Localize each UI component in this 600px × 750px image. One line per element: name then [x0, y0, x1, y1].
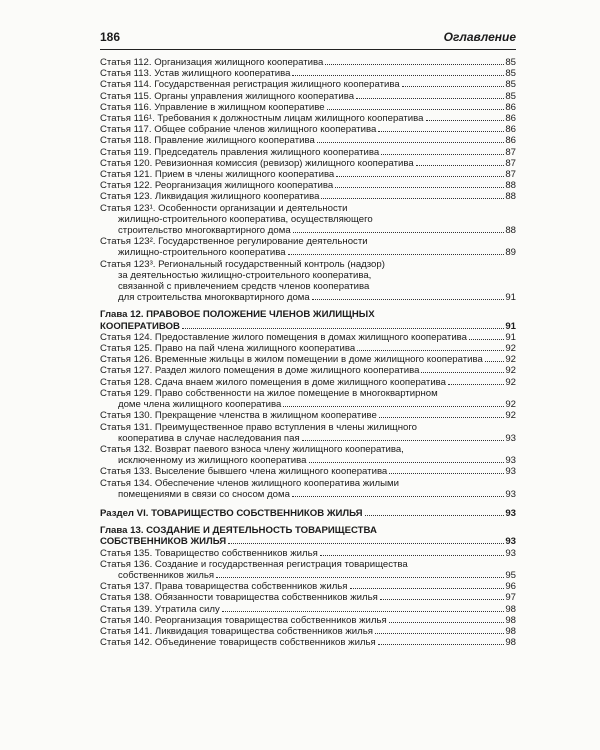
toc-entry-line [100, 399, 516, 410]
dot-leader [309, 462, 505, 463]
toc-page-number: 88 [505, 180, 516, 192]
toc-entry [100, 158, 516, 169]
toc-entry-title: помещениями в связи со сносом дома [118, 488, 290, 500]
toc-entry-title: Статья 118. Правление жилищного кооператива [100, 135, 315, 147]
toc-entry [100, 332, 516, 343]
toc-page-number: 91 [505, 320, 516, 332]
dot-leader [312, 299, 505, 300]
toc-entry [100, 354, 516, 365]
toc-entry-line: Статья 132. Возврат паевого взноса члену жилищного кооператива, [100, 443, 404, 455]
dot-leader [357, 350, 504, 351]
toc-page-number: 92 [505, 399, 516, 411]
toc-entry-line [100, 68, 516, 79]
toc-page-number: 98 [505, 614, 516, 626]
toc-entry-line [100, 615, 516, 626]
toc-entry-title: Статья 133. Выселение бывшего члена жилищного кооператива [100, 466, 388, 478]
toc-page-number: 92 [505, 376, 516, 388]
toc-page-number: 88 [505, 191, 516, 203]
toc-entry-title: доме члена жилищного кооператива [118, 399, 282, 411]
toc-entry [100, 478, 516, 500]
toc-page-number: 93 [505, 507, 516, 519]
toc-entry [100, 548, 516, 559]
dot-leader [485, 361, 504, 362]
toc-entry-title: Статья 135. Товарищество собственников жилья [100, 547, 318, 559]
toc-entry-line [100, 332, 516, 343]
toc-entry-line [100, 169, 516, 180]
toc-entry-line: Статья 136. Создание и государственная регистрация товарищества [100, 558, 408, 570]
toc-entry-line [100, 191, 516, 202]
toc-page-number: 92 [505, 354, 516, 366]
toc-entry-title: строительство многоквартирного дома [118, 225, 291, 237]
toc-entry-title: Статья 121. Прием в члены жилищного кооператива [100, 169, 335, 181]
toc-entry-title: Статья 119. Председатель правления жилищного кооператива [100, 146, 380, 158]
toc-entry-line [100, 637, 516, 648]
toc-entry [100, 388, 516, 410]
toc-entry-title: Статья 116¹. Требования к должностным лицам жилищного кооператива [100, 113, 424, 125]
toc-page-number: 85 [505, 57, 516, 68]
toc-page-number: 91 [505, 292, 516, 304]
dot-leader [292, 496, 504, 497]
toc-entry-line [100, 225, 516, 236]
dot-leader [448, 384, 504, 385]
toc-entry [100, 180, 516, 191]
toc-entry-title: Статья 142. Объединение товариществ собственников жилья [100, 637, 376, 649]
toc-entry-line: за деятельностью жилищно-строительного кооператива, [118, 269, 372, 281]
toc-page-number: 87 [505, 146, 516, 158]
dot-leader [379, 417, 504, 418]
toc-entry-line [100, 365, 516, 376]
dot-leader [336, 176, 504, 177]
toc-entry-title: Статья 130. Прекращение членства в жилищном кооперативе [100, 410, 377, 422]
toc-entry-line [100, 626, 516, 637]
toc-entry [100, 236, 516, 258]
toc-entry [100, 343, 516, 354]
toc-entry [100, 592, 516, 603]
toc-entry-line [100, 135, 516, 146]
toc-entry-line [100, 536, 516, 547]
toc-entry [100, 147, 516, 158]
toc-page-number: 97 [505, 592, 516, 604]
toc-entry-line: Глава 12. ПРАВОВОЕ ПОЛОЖЕНИЕ ЧЛЕНОВ ЖИЛИЩНЫХ [100, 309, 375, 321]
toc-entry-line [100, 321, 516, 332]
toc-entry [100, 68, 516, 79]
toc-entry [100, 79, 516, 90]
toc-entry-line: Статья 131. Преимущественное право вступления в члены жилищного [100, 421, 417, 433]
toc-entry-title: Статья 112. Организация жилищного кооператива [100, 57, 324, 68]
toc-entry-line [100, 433, 516, 444]
toc-entry-line [100, 247, 516, 258]
toc-entry [100, 559, 516, 581]
toc-page-number: 92 [505, 365, 516, 377]
toc-entry-title: исключенному из жилищного кооператива [118, 455, 307, 467]
toc-entry-title: Статья 141. Ликвидация товарищества собственников жилья [100, 625, 373, 637]
dot-leader [317, 142, 504, 143]
toc-entry-line [100, 147, 516, 158]
toc-entry-line [100, 292, 516, 303]
toc-page-number: 98 [505, 637, 516, 649]
toc-entry [100, 637, 516, 648]
toc-page-number: 95 [505, 569, 516, 581]
dot-leader [378, 131, 504, 132]
toc-entry [100, 203, 516, 237]
toc-page-number: 88 [505, 225, 516, 237]
toc-entry-title: КООПЕРАТИВОВ [100, 320, 180, 332]
toc-entry [100, 57, 516, 68]
toc-page-number: 85 [505, 79, 516, 91]
dot-leader [228, 543, 504, 544]
toc-page-number: 92 [505, 343, 516, 355]
table-of-contents [100, 57, 516, 648]
dot-leader [375, 633, 504, 634]
toc-entry-title: Статья 117. Общее собрание членов жилищного кооператива [100, 124, 377, 136]
toc-entry-line [100, 343, 516, 354]
dot-leader [292, 75, 504, 76]
page-header [100, 30, 516, 48]
dot-leader [350, 588, 505, 589]
toc-entry-title: Статья 127. Раздел жилого помещения в доме жилищного кооператива [100, 365, 420, 377]
dot-leader [321, 198, 504, 199]
dot-leader [378, 644, 505, 645]
dot-leader [325, 64, 504, 65]
toc-page-number: 86 [505, 135, 516, 147]
toc-page-number: 93 [505, 536, 516, 548]
toc-entry-line [100, 102, 516, 113]
chapter-entry [100, 525, 516, 547]
toc-entry [100, 135, 516, 146]
toc-entry-line [100, 79, 516, 90]
toc-entry [100, 191, 516, 202]
toc-entry-line: жилищно-строительного кооператива, осуществляющего [118, 213, 373, 225]
toc-page-number: 85 [505, 90, 516, 102]
section-entry [100, 508, 516, 519]
toc-page-number: 93 [505, 466, 516, 478]
dot-leader [402, 86, 505, 87]
dot-leader [426, 120, 505, 121]
toc-entry [100, 422, 516, 444]
dot-leader [416, 165, 505, 166]
toc-entry-line [100, 354, 516, 365]
toc-entry [100, 466, 516, 477]
toc-entry-line [100, 604, 516, 615]
toc-entry-title: Статья 120. Ревизионная комиссия (ревизор) жилищного кооператива [100, 157, 414, 169]
toc-entry-line: связанной с привлечением средств членов кооператива [118, 281, 370, 293]
toc-page-number: 93 [505, 432, 516, 444]
toc-entry-title: Статья 125. Право на пай члена жилищного кооператива [100, 343, 356, 355]
toc-entry-line [100, 57, 516, 68]
dot-leader [381, 154, 504, 155]
toc-entry-title: жилищно-строительного кооператива [118, 247, 286, 259]
toc-entry-title: Статья 138. Обязанности товарищества собственников жилья [100, 592, 378, 604]
toc-entry-title: Статья 113. Устав жилищного кооператива [100, 68, 291, 80]
toc-entry-line [100, 377, 516, 388]
dot-leader [421, 372, 504, 373]
dot-leader [182, 328, 504, 329]
toc-page-number: 98 [505, 603, 516, 615]
toc-entry-line [100, 592, 516, 603]
toc-page-number: 86 [505, 113, 516, 125]
toc-page-number: 86 [505, 101, 516, 113]
toc-entry-line [100, 548, 516, 559]
toc-entry-line [100, 570, 516, 581]
toc-entry [100, 410, 516, 421]
toc-entry-title: СОБСТВЕННИКОВ ЖИЛЬЯ [100, 536, 227, 548]
toc-entry [100, 113, 516, 124]
toc-entry [100, 124, 516, 135]
toc-entry-line: Глава 13. СОЗДАНИЕ И ДЕЯТЕЛЬНОСТЬ ТОВАРИЩЕСТВА [100, 525, 377, 537]
toc-entry-title: собственников жилья [118, 569, 215, 581]
toc-page-number: 93 [505, 547, 516, 559]
dot-leader [293, 232, 505, 233]
toc-entry-line [100, 581, 516, 592]
dot-leader [469, 339, 504, 340]
toc-page-number: 91 [505, 331, 516, 343]
toc-entry-title: Статья 122. Реорганизация жилищного кооператива [100, 180, 334, 192]
toc-entry-line [100, 455, 516, 466]
dot-leader [320, 555, 505, 556]
toc-entry-title: кооператива в случае наследования пая [118, 432, 300, 444]
toc-entry-line [100, 489, 516, 500]
toc-entry-line [100, 124, 516, 135]
dot-leader [327, 109, 505, 110]
toc-entry [100, 444, 516, 466]
toc-entry-line: Статья 123². Государственное регулирование деятельности [100, 236, 368, 248]
toc-entry-line [100, 410, 516, 421]
toc-entry-title: для строительства многоквартирного дома [118, 292, 310, 304]
toc-entry-line [100, 180, 516, 191]
header-rule [100, 49, 516, 50]
toc-entry [100, 91, 516, 102]
toc-entry-title: Статья 140. Реорганизация товарищества собственников жилья [100, 614, 387, 626]
toc-page-number: 86 [505, 124, 516, 136]
dot-leader [222, 611, 505, 612]
toc-entry [100, 581, 516, 592]
toc-page-number: 85 [505, 68, 516, 80]
toc-entry-line: Статья 123³. Региональный государственный контроль (надзор) [100, 258, 385, 270]
toc-entry-line [100, 466, 516, 477]
toc-entry [100, 102, 516, 113]
toc-entry-line: Статья 123¹. Особенности организации и деятельности [100, 202, 348, 214]
toc-page-number: 89 [505, 247, 516, 259]
toc-entry-line [100, 91, 516, 102]
toc-entry-line [100, 158, 516, 169]
toc-page-number: 98 [505, 625, 516, 637]
dot-leader [302, 440, 505, 441]
dot-leader [380, 599, 505, 600]
toc-entry-title: Статья 139. Утратила силу [100, 603, 220, 615]
toc-page-number: 93 [505, 488, 516, 500]
toc-entry-title: Статья 126. Временные жильцы в жилом помещении в доме жилищного кооператива [100, 354, 483, 366]
toc-entry-line [100, 508, 516, 519]
toc-page-number: 93 [505, 455, 516, 467]
dot-leader [283, 406, 504, 407]
toc-entry-line [100, 113, 516, 124]
page-number: 186 [100, 30, 121, 44]
toc-page-number: 87 [505, 169, 516, 181]
toc-entry-line: Статья 134. Обеспечение членов жилищного кооператива жилыми [100, 477, 399, 489]
toc-entry-title: Статья 115. Органы управления жилищного кооператива [100, 90, 355, 102]
dot-leader [335, 187, 504, 188]
dot-leader [356, 98, 504, 99]
toc-entry-title: Статья 128. Сдача внаем жилого помещения в доме жилищного кооператива [100, 376, 447, 388]
dot-leader [389, 622, 505, 623]
toc-entry-title: Статья 137. Права товарищества собственников жилья [100, 581, 348, 593]
toc-entry [100, 259, 516, 304]
toc-page-number: 96 [505, 581, 516, 593]
dot-leader [288, 254, 505, 255]
toc-entry [100, 169, 516, 180]
toc-entry [100, 377, 516, 388]
dot-leader [389, 473, 504, 474]
toc-entry-line: Статья 129. Право собственности на жилое помещение в многоквартирном [100, 387, 438, 399]
toc-entry [100, 604, 516, 615]
toc-entry [100, 365, 516, 376]
toc-entry-title: Статья 124. Предоставление жилого помещения в домах жилищного кооператива [100, 331, 467, 343]
chapter-entry [100, 309, 516, 331]
toc-entry-title: Статья 123. Ликвидация жилищного кооператива [100, 191, 320, 203]
dot-leader [216, 577, 504, 578]
toc-entry [100, 626, 516, 637]
toc-page-number: 92 [505, 410, 516, 422]
toc-entry-title: Раздел VI. ТОВАРИЩЕСТВО СОБСТВЕННИКОВ ЖИЛЬЯ [100, 507, 363, 519]
toc-page-number: 87 [505, 157, 516, 169]
toc-entry-title: Статья 116. Управление в жилищном кооперативе [100, 101, 325, 113]
running-title: Оглавление [443, 30, 516, 44]
dot-leader [365, 515, 505, 516]
toc-entry [100, 615, 516, 626]
toc-entry-title: Статья 114. Государственная регистрация жилищного кооператива [100, 79, 400, 91]
